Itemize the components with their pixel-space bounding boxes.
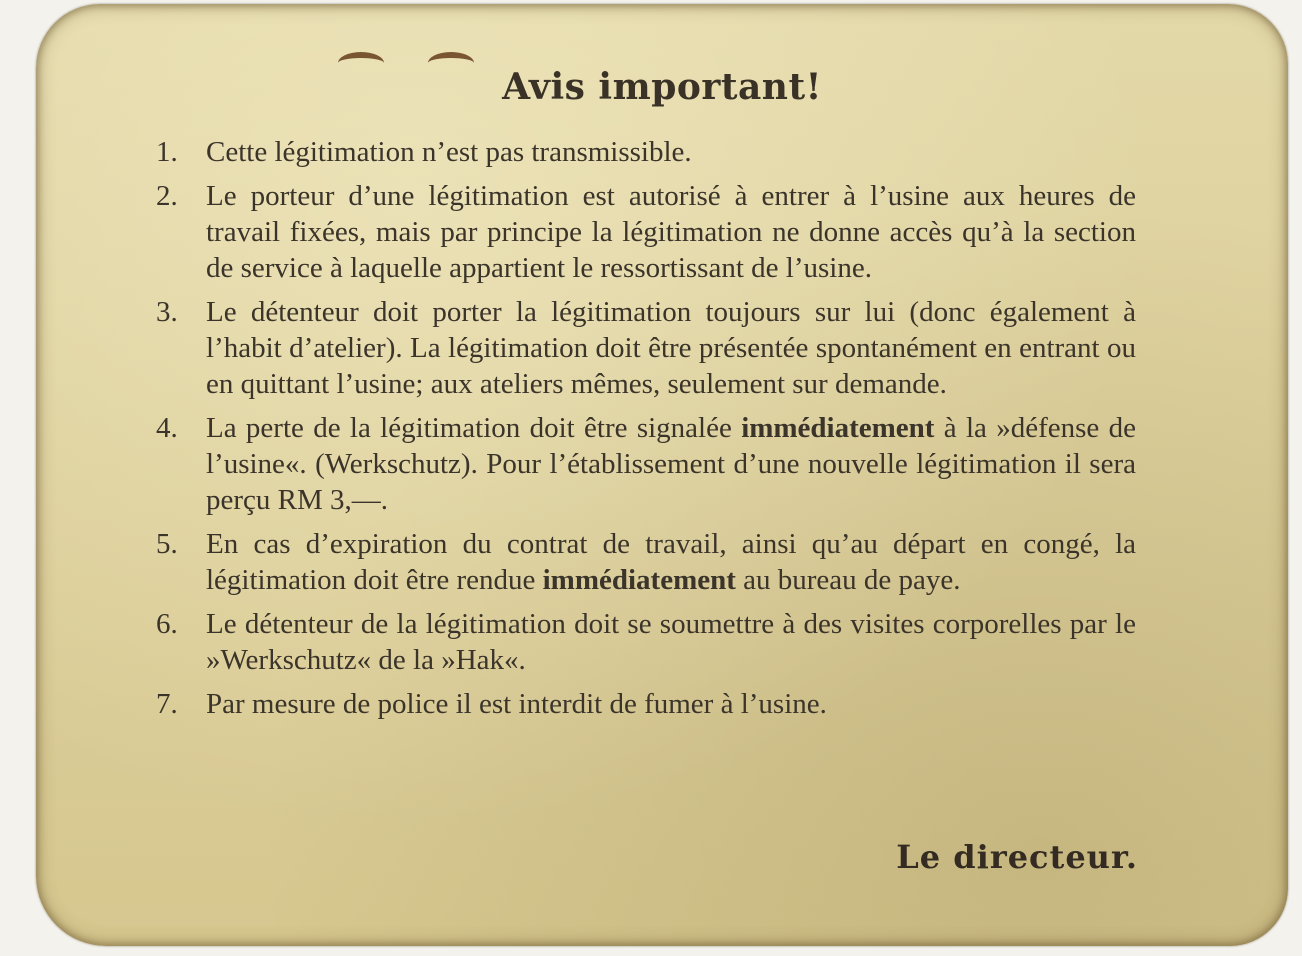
item-text: Le porteur d’une légitimation est autorisé à entrer à l’usine aux heures de travail fixées, mais par principe la légitimation ne donne accès qu’à la section de service à laquelle appartient le ressortissant de l’usine. bbox=[206, 180, 1136, 284]
notice-title: Avis important! bbox=[502, 66, 822, 108]
identity-card-back bbox=[36, 4, 1288, 946]
item-text: Cette légitimation n’est pas transmissible. bbox=[206, 136, 692, 168]
notice-item-1 bbox=[156, 134, 1136, 170]
notice-list bbox=[156, 134, 1136, 730]
item-number: 2. bbox=[156, 180, 178, 212]
notice-item-4 bbox=[156, 410, 1136, 518]
item-number: 7. bbox=[156, 688, 178, 720]
item-number: 5. bbox=[156, 528, 178, 560]
notice-item-6 bbox=[156, 606, 1136, 678]
emphasis-text: immédiatement bbox=[542, 564, 736, 596]
signature: Le directeur. bbox=[896, 838, 1138, 876]
item-text: Le détenteur de la légitimation doit se soumettre à des visites corporelles par le »Werkschutz« de la »Hak«. bbox=[206, 608, 1136, 676]
notice-item-2 bbox=[156, 178, 1136, 286]
item-text: au bureau de paye. bbox=[735, 564, 961, 596]
notice-item-5 bbox=[156, 526, 1136, 598]
item-text: Le détenteur doit porter la légitimation toujours sur lui (donc également à l’habit d’atelier). La légitimation doit être présentée spontanément en entrant ou en quittant l’usine; aux ateliers mêmes, seulement sur demande. bbox=[206, 296, 1136, 400]
item-text: Par mesure de police il est interdit de fumer à l’usine. bbox=[206, 688, 827, 720]
item-text: En cas d’expiration du contrat de travail, ainsi qu’au départ en congé, la légitimation doit être rendue bbox=[206, 528, 1136, 596]
item-text: La perte de la légitimation doit être signalée bbox=[206, 412, 742, 444]
item-text: à la »défense de l’usine«. (Werkschutz). Pour l’établissement d’une nouvelle légitimation il sera perçu RM 3,—. bbox=[206, 412, 1137, 516]
item-number: 1. bbox=[156, 136, 178, 168]
notice-item-3 bbox=[156, 294, 1136, 402]
item-number: 6. bbox=[156, 608, 178, 640]
item-number: 4. bbox=[156, 412, 178, 444]
emphasis-text: immédiatement bbox=[741, 412, 935, 444]
item-number: 3. bbox=[156, 296, 178, 328]
notice-item-7 bbox=[156, 686, 1136, 722]
